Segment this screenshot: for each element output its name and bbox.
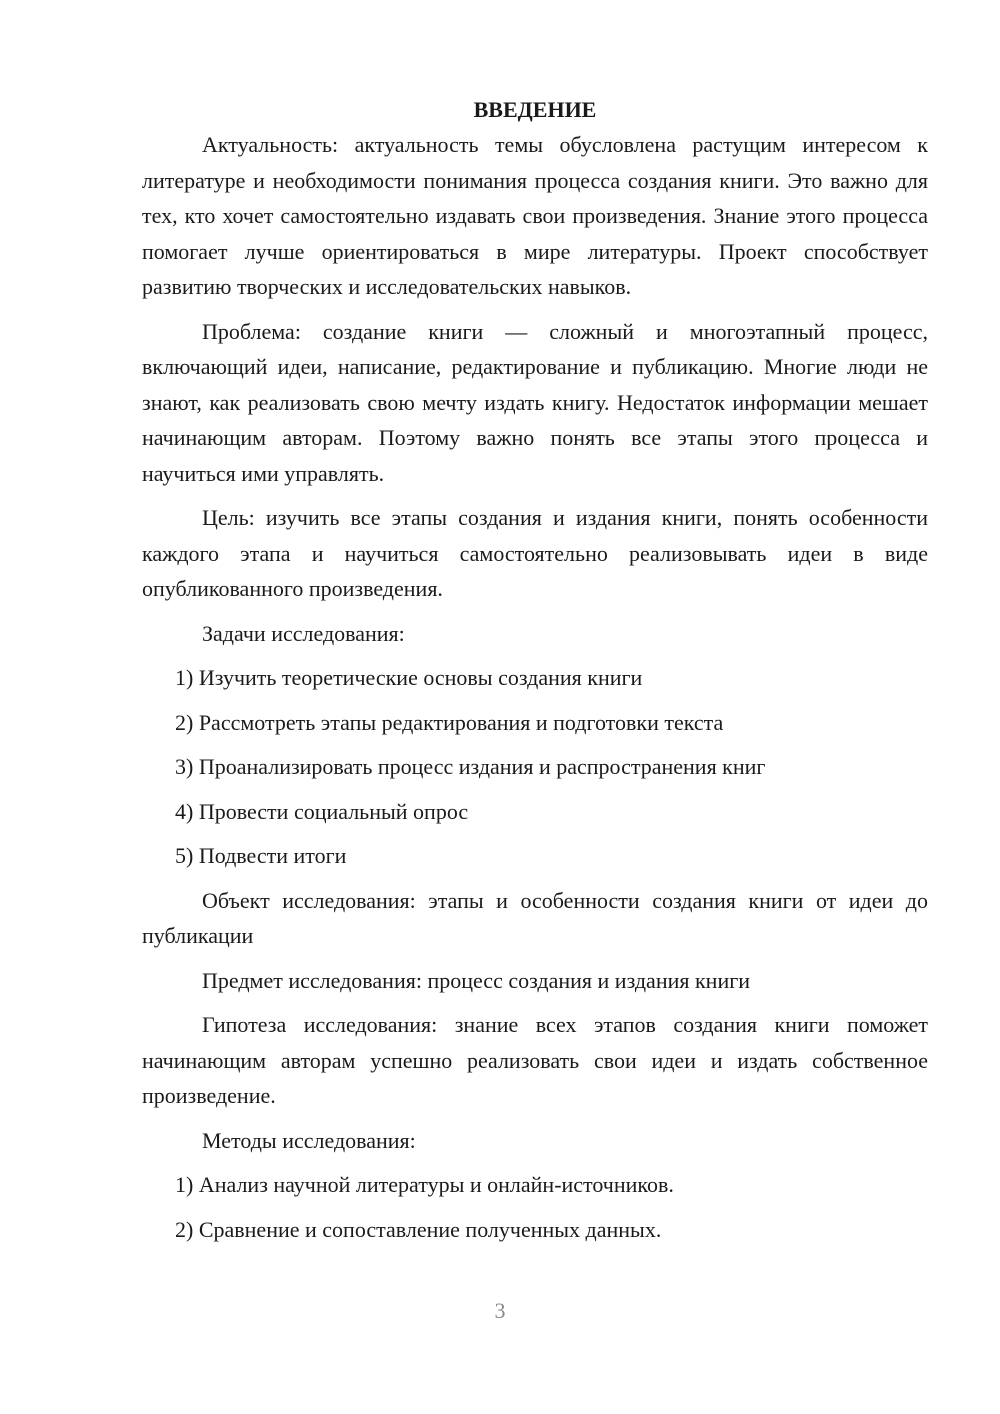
task-item: 1) Изучить теоретические основы создания книги: [175, 665, 643, 690]
page-number: 3: [494, 1298, 506, 1323]
subject-paragraph: Предмет исследования: процесс создания и издания книги: [202, 967, 751, 993]
tasks-heading: Задачи исследования:: [202, 620, 405, 646]
document-page: [142, 92, 928, 1247]
relevance-paragraph: Актуальность: актуальность темы обусловлена растущим интересом к литературе и необходимости понимания процесса создания книги. Это важно для тех, кто хочет самостоятельно издавать свои произведения. Знание этого процесса помогает лучше ориентироваться в мире литературы. Проект способствует развитию творческих и исследовательских навыков.: [142, 132, 928, 299]
hypothesis-paragraph: Гипотеза исследования: знание всех этапов создания книги поможет начинающим авторам успешно реализовать свои идеи и издать собственное произведение.: [142, 1012, 928, 1108]
method-item: 1) Анализ научной литературы и онлайн-источников.: [175, 1172, 674, 1197]
methods-heading: Методы исследования:: [202, 1127, 416, 1153]
goal-paragraph: Цель: изучить все этапы создания и издания книги, понять особенности каждого этапа и научиться самостоятельно реализовывать идеи в виде опубликованного произведения.: [142, 505, 928, 601]
task-item: 4) Провести социальный опрос: [175, 798, 469, 824]
object-paragraph: Объект исследования: этапы и особенности создания книги от идеи до публикации: [142, 887, 928, 948]
problem-paragraph: Проблема: создание книги — сложный и многоэтапный процесс, включающий идеи, написание, редактирование и публикацию. Многие люди не знают, как реализовать свою мечту издать книгу. Недостаток информации мешает начинающим авторам. Поэтому важно понять все этапы этого процесса и научиться ими управлять.: [142, 318, 928, 486]
task-item: 3) Проанализировать процесс издания и распространения книг: [175, 754, 766, 779]
method-item: 2) Сравнение и сопоставление полученных данных.: [175, 1216, 662, 1242]
section-title: ВВЕДЕНИЕ: [473, 97, 597, 122]
task-item: 2) Рассмотреть этапы редактирования и подготовки текста: [175, 709, 724, 735]
task-item: 5) Подвести итоги: [175, 843, 347, 868]
